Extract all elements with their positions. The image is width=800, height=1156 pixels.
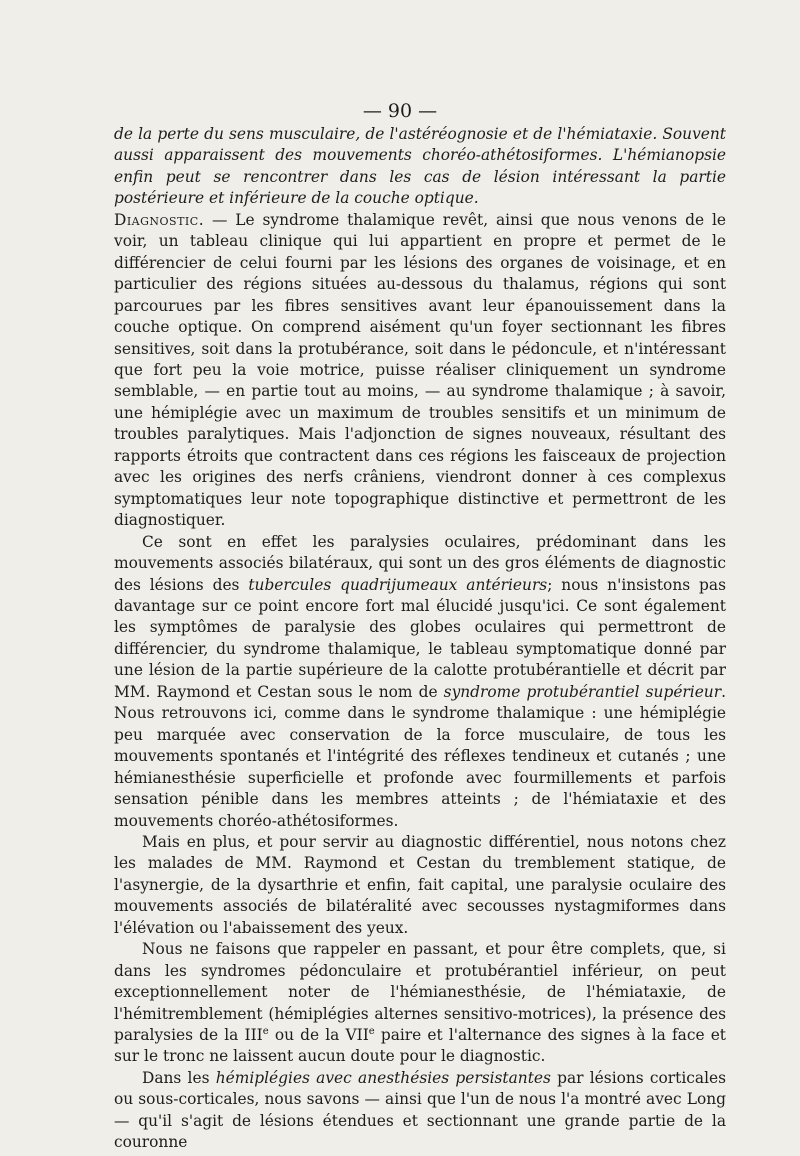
page-number: — 90 — — [362, 100, 438, 122]
paragraph-text: . Nous retrouvons ici, comme dans le syndrome thalamique : une hémiplégie peu marquée avec conservation de la force musculaire, de tous les mouvements spontanés et l'intégrité des réflexes tendineux et cutanés ; une hémianesthésie superficielle et profonde avec fourmillements et parfois sensation pénible dans les membres atteints ; de l'hémiataxie et des mouvements choréo-athétosiformes. — [114, 682, 726, 830]
italic-term: syndrome protubérantiel supérieur — [443, 682, 722, 701]
paragraph-text: ou de la VII — [268, 1026, 369, 1045]
paragraph-text: Mais en plus, et pour servir au diagnostic différentiel, nous notons chez les malades de MM. Raymond et Cestan du tremblement statique, de l'asynergie, de la dysarthrie et enfin, fait capital, une paralysie oculaire des mouvements associés de bilatéralité avec secousses nystagmiformes dans l'élévation ou l'abaissement des yeux. — [114, 832, 726, 937]
superscript: e — [368, 1025, 375, 1037]
paragraph-text: Dans les — [142, 1068, 210, 1087]
paragraph-diagnostic — [114, 210, 726, 532]
paragraph-differentiel — [114, 832, 726, 939]
paragraph-text: — Le syndrome thalamique revêt, ainsi que nous venons de le voir, un tableau clinique qui lui appartient en propre et permet de le différencier de celui fourni par les lésions des organes de voisinage, et en particulier des régions situées au-dessous du thalamus, régions qui sont parcourues par les fibres sensitives avant leur épanouissement dans la couche optique. On comprend aisément qu'un foyer sectionnant les fibres sensitives, soit dans la protubérance, soit dans le pédoncule, et n'intéressant que fort peu la voie motrice, puisse réaliser cliniquement un syndrome semblable, — en partie tout au moins, — au syndrome thalamique ; à savoir, une hémiplégie avec un maximum de troubles sensitifs et un minimum de troubles paralytiques. Mais l'adjonction de signes nouveaux, résultant des rapports étroits que contractent dans ces régions les faisceaux de projection avec les origines des nerfs crâniens, viendront donner à ces complexus symptomatiques leur note topographique distinctive et permettront de les diagnostiquer. — [114, 210, 726, 530]
section-label: Diagnostic. — [114, 210, 205, 229]
italic-text: de la perte du sens musculaire, de l'astéréognosie et de l'hémiataxie. Souvent aussi apparaissent des mouvements choréo-athétosiformes. L'hémianopsie enfin peut se rencontrer dans les cas de lésion intéressant la partie postérieure et inférieure de la couche optique. — [114, 125, 726, 208]
paragraph-text: paire et l'alternance des signes à la face et sur le tronc ne laissent aucun doute pour le diagnostic. — [114, 1026, 726, 1066]
paragraph-text: ; nous n'insistons pas davantage sur ce point encore fort mal élucidé jusqu'ici. Ce sont également les symptômes de paralysie des globes oculaires qui permettront de différencier, du syndrome thalamique, le tableau symptomatique donné par une lésion de la partie supérieure de la calotte protubérantielle et décrit par MM. Raymond et Cestan sous le nom de — [114, 575, 726, 701]
paragraph-text: Nous ne faisons que rappeler en passant, et pour être complets, que, si dans les syndromes pédonculaire et protubérantiel inférieur, on peut exceptionnellement noter de l'hémianesthésie, de l'hémiataxie, de l'hémitremblement (hémiplégies alternes sensitivo-motrices), la présence des paralysies de la III — [114, 940, 726, 1045]
superscript: e — [262, 1025, 269, 1037]
paragraph-oculaires — [114, 532, 726, 832]
body-text — [114, 124, 726, 1154]
paragraph-continuation — [114, 124, 726, 210]
paragraph-rappel — [114, 939, 726, 1068]
paragraph-hemiplegies — [114, 1068, 726, 1154]
italic-term: tubercules quadrijumeaux antérieurs — [248, 575, 548, 594]
paragraph-text: par lésions corticales ou sous-corticales, nous savons — ainsi que l'un de nous l'a montré avec Long — qu'il s'agit de lésions étendues et sectionnant une grande partie de la couronne — [114, 1068, 726, 1152]
italic-term: hémiplégies avec anesthésies persistantes — [215, 1068, 551, 1087]
paragraph-text: Ce sont en effet les paralysies oculaires, prédominant dans les mouvements associés bilatéraux, qui sont un des gros éléments de diagnostic des lésions des — [114, 532, 726, 594]
